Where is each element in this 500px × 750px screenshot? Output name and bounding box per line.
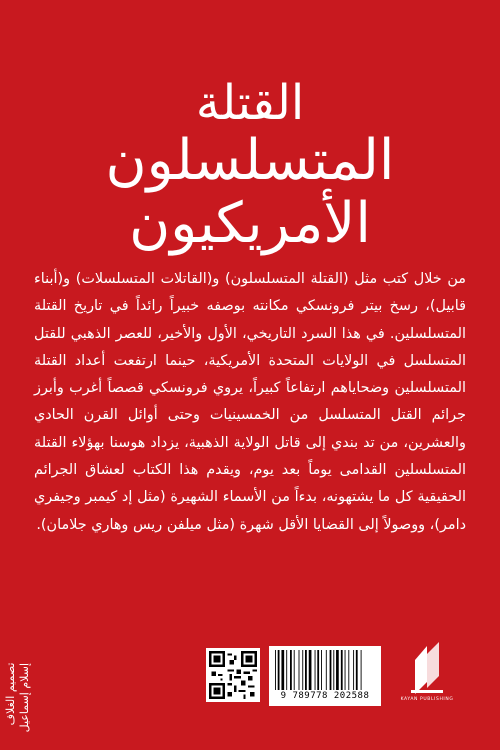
book-description: من خلال كتب مثل (القتلة المتسلسلون) و(القاتلات المتسلسلات) و(أبناء قابيل)، رسخ بيتر فرونسكي مكانته بوصفه خبيراً رائداً في تاريخ القتلة المتسلسلين. في هذا السرد التاريخي، الأول والأخير، للعصر الذهبي للقتل المتسلسل في الولايات المتحدة الأمريكية، حينما ارتفعت أعداد القتلة المتسلسلين وضحاياهم ارتفاعاً كبيراً، يروي فرونسكي قصصاً أغرب وأبرز جرائم القتل المتسلسل من الخمسينيات وحتى أوائل القرن الحادي والعشرين، من تد بندي إلى قاتل الولاية الذهبية، يزداد هوسنا بهؤلاء القتلة المتسلسلين القدامى يوماً بعد يوم، ويقدم هذا الكتاب لعشاق الجرائم الحقيقية كل ما يشتهونه، بدءاً من الأسماء الشهيرة (مثل إد كيمبر وجيفري دامر)، ووصولاً إلى القضايا الأقل شهرة (مثل ميلفن ريس وهاري جلامان).: [34, 271, 466, 533]
barcode-bars: [275, 650, 375, 690]
kayan-logo-icon: [407, 642, 447, 696]
isbn-barcode: [269, 646, 381, 706]
credit-role: تصميم الغلاف: [4, 662, 17, 726]
title-line-3: الأمريكيون: [129, 191, 371, 257]
book-title: [0, 75, 500, 257]
qr-code: [206, 648, 260, 702]
qr-code-graphic: [209, 651, 257, 699]
title-line-1: القتلة: [195, 75, 305, 131]
credit-designer: إسلام إسماعيل: [18, 662, 31, 732]
publisher-name-latin: KAYAN PUBLISHING: [400, 697, 454, 702]
cover-design-credit: [4, 663, 32, 732]
publisher-logo: [395, 642, 459, 708]
title-line-2: المتسلسلون: [105, 128, 395, 194]
isbn-number: 9 789778 202588: [280, 691, 370, 701]
